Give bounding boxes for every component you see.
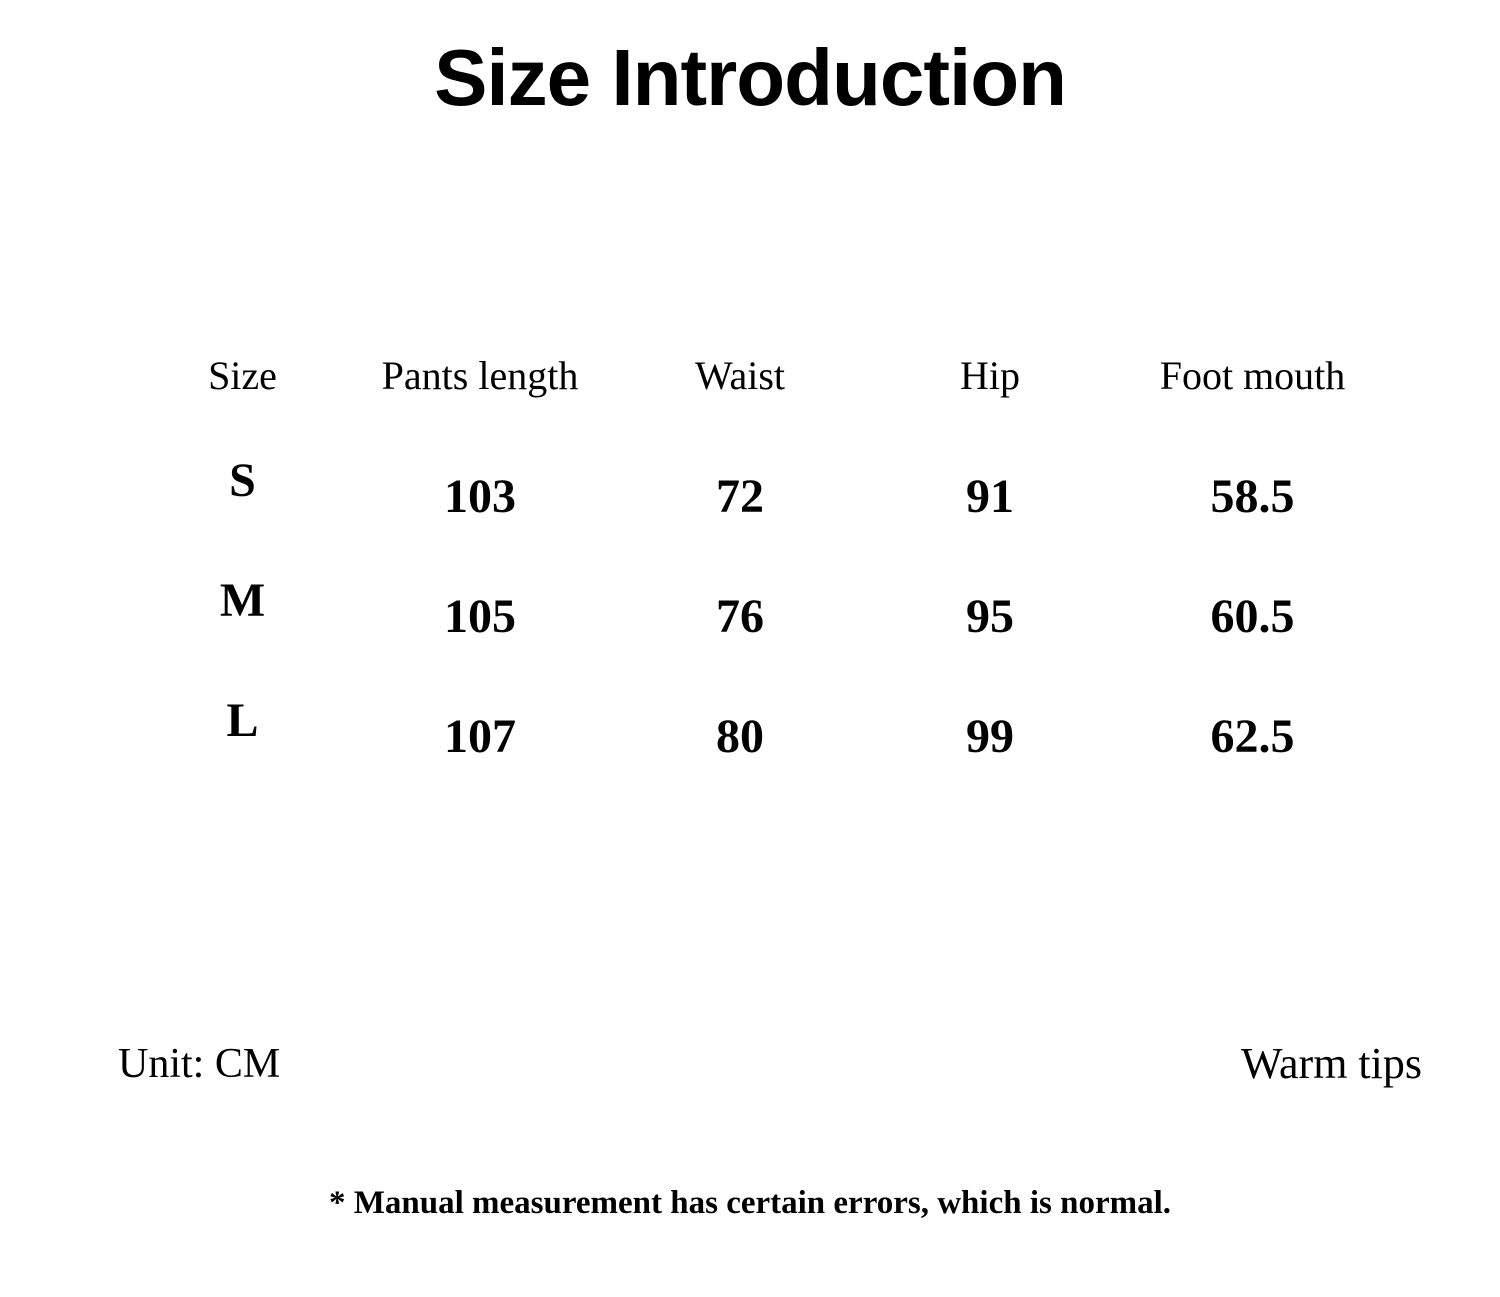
cell-hip: 91 [966,469,1014,523]
cell-pants-length: 103 [444,469,516,523]
table-row [140,540,1390,660]
column-header-hip: Hip [960,352,1020,398]
table-header-row [140,330,1390,420]
table-row [140,660,1390,780]
unit-label: Unit: CM [118,1041,281,1087]
cell-size: M [219,573,266,627]
page-title: Size Introduction [434,33,1066,122]
table-body [140,420,1390,780]
warm-tips-label: Warm tips [1241,1039,1422,1088]
cell-waist: 76 [716,589,764,643]
column-header-size: Size [208,352,277,398]
column-header-foot-mouth: Foot mouth [1159,352,1346,398]
column-header-pants-length: Pants length [381,352,579,398]
cell-size: L [226,693,259,747]
cell-foot-mouth: 58.5 [1210,469,1295,523]
cell-pants-length: 107 [444,709,516,763]
cell-pants-length: 105 [444,589,516,643]
cell-waist: 80 [716,709,764,763]
table-row [140,420,1390,540]
size-table [140,330,1390,780]
measurement-note: * Manual measurement has certain errors, which is normal. [328,1185,1172,1221]
cell-hip: 99 [966,709,1014,763]
cell-foot-mouth: 62.5 [1210,709,1295,763]
column-header-waist: Waist [694,352,786,398]
cell-hip: 95 [966,589,1014,643]
table-header [140,330,1390,420]
cell-waist: 72 [716,469,764,523]
cell-foot-mouth: 60.5 [1210,589,1295,643]
cell-size: S [229,453,256,507]
